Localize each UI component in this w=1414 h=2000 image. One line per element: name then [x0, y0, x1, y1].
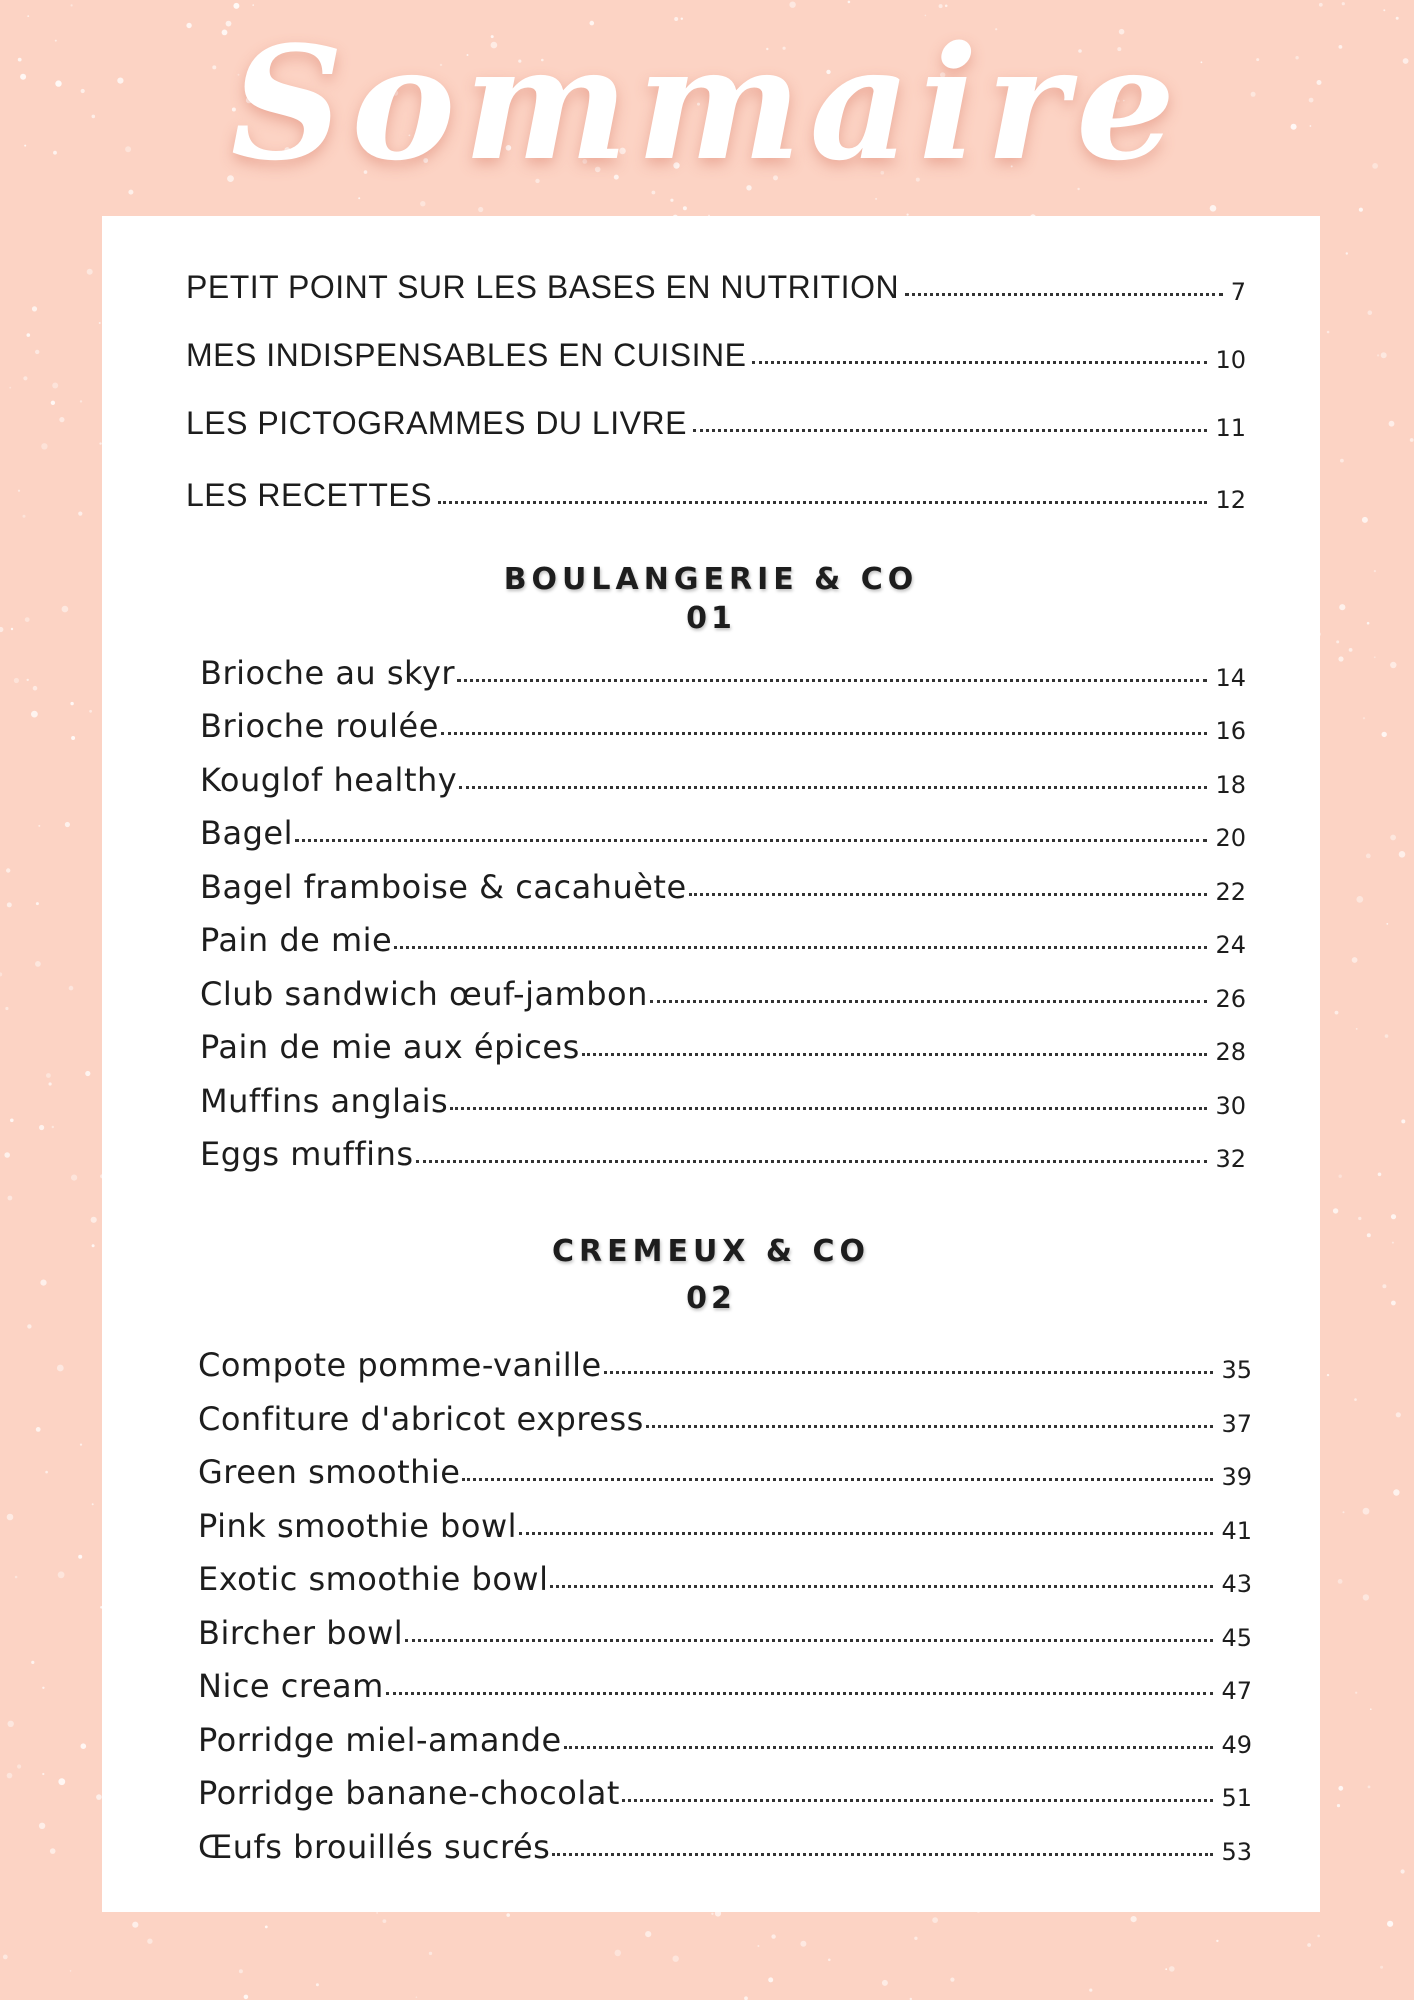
section-heading: [102, 1234, 1320, 1316]
toc-entry[interactable]: [198, 1719, 1252, 1759]
toc-entry[interactable]: [198, 1665, 1252, 1705]
toc-entry-label: Bagel framboise & cacahuète: [200, 868, 687, 906]
toc-entry[interactable]: [198, 1505, 1252, 1545]
toc-entry[interactable]: [198, 1826, 1252, 1866]
toc-entry-page: 10: [1215, 346, 1246, 374]
page-title: Sommaire: [230, 12, 1184, 195]
toc-entry[interactable]: [198, 1558, 1252, 1598]
toc-entry[interactable]: [198, 1344, 1252, 1384]
toc-entry-page: 39: [1221, 1463, 1252, 1491]
dot-leader: [405, 1639, 1213, 1642]
toc-entry[interactable]: [200, 812, 1246, 852]
toc-entry-page: 22: [1215, 878, 1246, 906]
toc-entry-page: 37: [1221, 1410, 1252, 1438]
section-heading: [102, 562, 1320, 636]
dot-leader: [689, 893, 1208, 896]
dot-leader: [550, 1585, 1213, 1588]
toc-entry-label: Green smoothie: [198, 1453, 461, 1491]
dot-leader: [459, 786, 1207, 789]
toc-entry[interactable]: [186, 402, 1246, 442]
toc-entry-page: 24: [1215, 931, 1246, 959]
toc-entry[interactable]: [198, 1612, 1252, 1652]
dot-leader: [386, 1692, 1214, 1695]
toc-entry-page: 35: [1221, 1356, 1252, 1384]
dot-leader: [552, 1853, 1213, 1856]
toc-entry-label: Muffins anglais: [200, 1082, 449, 1120]
contents-card: [102, 216, 1320, 1912]
toc-entry[interactable]: [200, 652, 1246, 692]
dot-leader: [441, 732, 1208, 735]
toc-entry-page: 18: [1215, 771, 1246, 799]
section-title: CREMEUX & CO: [551, 1234, 871, 1269]
toc-entry[interactable]: [198, 1451, 1252, 1491]
toc-entry[interactable]: [200, 759, 1246, 799]
toc-entry-label: Pain de mie: [200, 921, 393, 959]
toc-entry-label: Confiture d'abricot express: [198, 1400, 644, 1438]
dot-leader: [416, 1160, 1208, 1163]
dot-leader: [462, 1478, 1213, 1481]
toc-entry-page: 11: [1215, 414, 1246, 442]
toc-entry[interactable]: [200, 1026, 1246, 1066]
dot-leader: [752, 361, 1207, 364]
toc-entry-page: 14: [1215, 664, 1246, 692]
section-number: 01: [686, 601, 736, 636]
dot-leader: [519, 1532, 1213, 1535]
toc-entry-page: 20: [1215, 824, 1246, 852]
dot-leader: [650, 1000, 1208, 1003]
toc-entry-label: Eggs muffins: [200, 1135, 414, 1173]
dot-leader: [582, 1053, 1208, 1056]
section-number: 02: [686, 1281, 736, 1316]
toc-entry-page: 32: [1215, 1145, 1246, 1173]
toc-entry[interactable]: [186, 266, 1246, 306]
toc-entry-label: MES INDISPENSABLES EN CUISINE: [186, 337, 747, 373]
toc-entry-label: Pink smoothie bowl: [198, 1507, 517, 1545]
toc-entry-label: Brioche au skyr: [200, 654, 456, 692]
toc-entry-label: Club sandwich œuf-jambon: [200, 975, 648, 1013]
toc-entry-page: 41: [1221, 1517, 1252, 1545]
toc-entry[interactable]: [200, 973, 1246, 1013]
toc-entry-label: PETIT POINT SUR LES BASES EN NUTRITION: [186, 269, 900, 305]
toc-entry-label: Bircher bowl: [198, 1614, 404, 1652]
toc-entry-page: 28: [1215, 1038, 1246, 1066]
toc-entry-page: 53: [1221, 1838, 1252, 1866]
toc-entry[interactable]: [186, 334, 1246, 374]
toc-entry-label: Porridge banane-chocolat: [198, 1774, 620, 1812]
dot-leader: [564, 1746, 1214, 1749]
dot-leader: [394, 946, 1207, 949]
toc-entry-label: Porridge miel-amande: [198, 1721, 562, 1759]
dot-leader: [450, 1107, 1207, 1110]
toc-entry-page: 12: [1215, 486, 1246, 514]
toc-entry-label: Kouglof healthy: [200, 761, 458, 799]
toc-entry[interactable]: [198, 1772, 1252, 1812]
section-title: BOULANGERIE & CO: [503, 562, 919, 597]
dot-leader: [646, 1425, 1214, 1428]
toc-entry-label: Exotic smoothie bowl: [198, 1560, 549, 1598]
toc-entry-page: 30: [1215, 1092, 1246, 1120]
toc-entry-page: 43: [1221, 1570, 1252, 1598]
dot-leader: [622, 1799, 1214, 1802]
toc-entry[interactable]: [200, 1133, 1246, 1173]
toc-entry-page: 7: [1230, 278, 1246, 306]
toc-entry-label: Brioche roulée: [200, 707, 439, 745]
toc-entry[interactable]: [200, 866, 1246, 906]
dot-leader: [905, 293, 1223, 296]
toc-entry[interactable]: [200, 919, 1246, 959]
toc-entry-label: Nice cream: [198, 1667, 384, 1705]
dot-leader: [693, 429, 1208, 432]
dot-leader: [295, 839, 1208, 842]
toc-entry-label: LES RECETTES: [186, 477, 433, 513]
toc-entry-label: Pain de mie aux épices: [200, 1028, 580, 1066]
toc-entry-page: 45: [1221, 1624, 1252, 1652]
toc-entry-page: 26: [1215, 985, 1246, 1013]
toc-entry-page: 49: [1221, 1731, 1252, 1759]
toc-entry[interactable]: [198, 1398, 1252, 1438]
toc-entry[interactable]: [186, 474, 1246, 514]
toc-entry[interactable]: [200, 705, 1246, 745]
toc-entry[interactable]: [200, 1080, 1246, 1120]
toc-entry-page: 51: [1221, 1784, 1252, 1812]
dot-leader: [604, 1371, 1214, 1374]
dot-leader: [438, 501, 1207, 504]
toc-entry-label: Compote pomme-vanille: [198, 1346, 602, 1384]
toc-entry-page: 16: [1215, 717, 1246, 745]
toc-entry-label: Œufs brouillés sucrés: [198, 1828, 551, 1866]
toc-entry-page: 47: [1221, 1677, 1252, 1705]
toc-entry-label: Bagel: [200, 814, 293, 852]
dot-leader: [457, 679, 1207, 682]
toc-entry-label: LES PICTOGRAMMES DU LIVRE: [186, 405, 687, 441]
